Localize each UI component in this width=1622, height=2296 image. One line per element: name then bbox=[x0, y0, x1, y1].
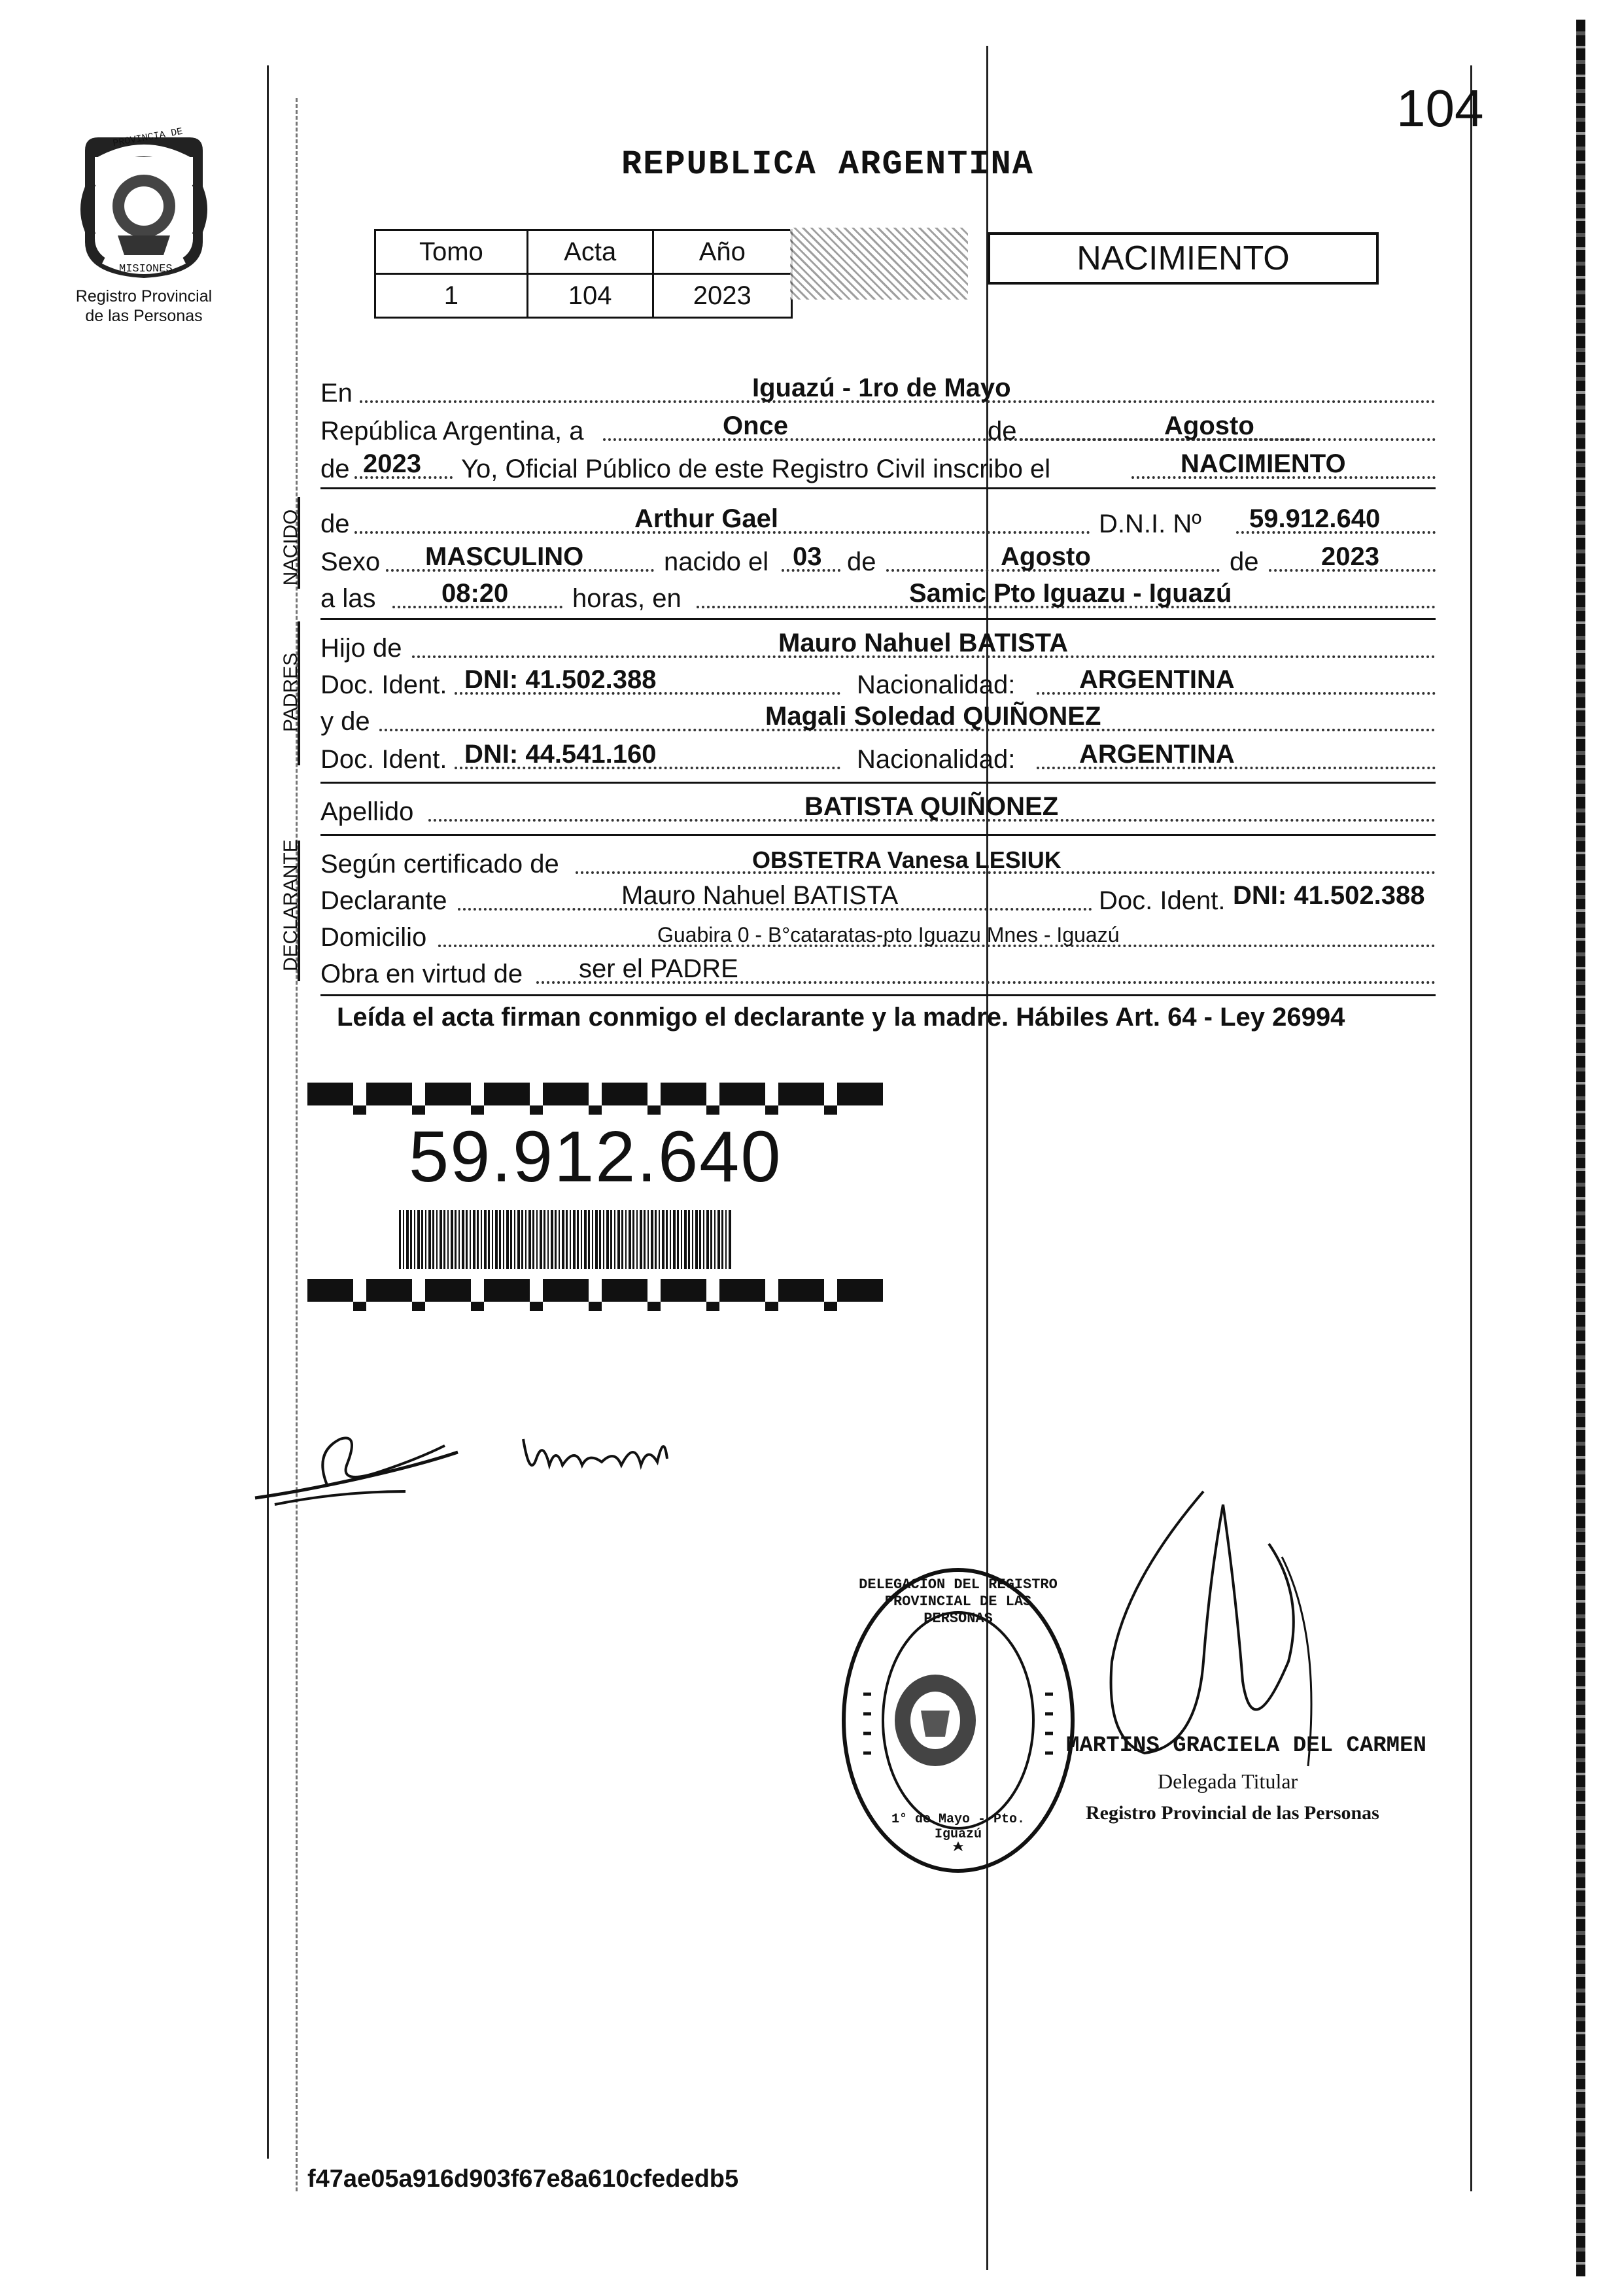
de-label: de bbox=[988, 417, 1017, 445]
a-las-label: a las bbox=[320, 584, 376, 613]
declarante-name-value: Mauro Nahuel BATISTA bbox=[621, 881, 899, 910]
y-de-label: y de bbox=[320, 707, 370, 736]
declarante-label: DECLARANTE bbox=[280, 839, 302, 971]
stamp-inner-text: 1° de Mayo - Pto. Iguazú bbox=[891, 1812, 1026, 1842]
name-value: Arthur Gael bbox=[634, 504, 779, 533]
security-seal bbox=[790, 228, 968, 300]
official-name: MARTINS GRACIELA DEL CARMEN bbox=[1066, 1733, 1426, 1758]
mother-doc-value: DNI: 44.541.160 bbox=[464, 740, 657, 769]
row-time bbox=[320, 578, 1436, 615]
nacido-de-label: de bbox=[320, 510, 350, 538]
de-label-b: de bbox=[1230, 548, 1259, 576]
document-hash: f47ae05a916d903f67e8a610cfededb5 bbox=[307, 2165, 739, 2193]
mother-value: Magali Soledad QUIÑONEZ bbox=[765, 702, 1101, 731]
acta-header: Acta bbox=[527, 230, 653, 274]
en-label: En bbox=[320, 379, 353, 408]
father-doc-value: DNI: 41.502.388 bbox=[464, 665, 657, 694]
de2-label: de bbox=[320, 455, 350, 483]
yo-label: Yo, Oficial Público de este Registro Civil inscribo el bbox=[461, 455, 1051, 483]
declarante-name-label: Declarante bbox=[320, 886, 447, 915]
birth-month: Agosto bbox=[1001, 542, 1091, 571]
rule-3 bbox=[320, 782, 1436, 784]
sexo-value: MASCULINO bbox=[425, 542, 584, 571]
logo-caption bbox=[39, 287, 249, 326]
domicilio-label: Domicilio bbox=[320, 923, 427, 952]
rule-5 bbox=[320, 994, 1436, 996]
row-apellido bbox=[320, 791, 1436, 828]
hijo-label: Hijo de bbox=[320, 634, 402, 663]
mother-signature bbox=[517, 1419, 687, 1491]
de-label-a: de bbox=[847, 548, 876, 576]
logo-caption-line1: Registro Provincial bbox=[75, 287, 213, 305]
domicilio-value: Guabira 0 - B°cataratas-pto Iguazu Mnes - Iguazú bbox=[657, 923, 1120, 947]
right-margin-line bbox=[1470, 65, 1472, 2191]
row-sexo bbox=[320, 542, 1436, 578]
right-scan-edge bbox=[1576, 20, 1585, 2276]
left-margin-line bbox=[267, 65, 269, 2159]
sexo-label: Sexo bbox=[320, 548, 381, 576]
father-nationality: ARGENTINA bbox=[1079, 665, 1235, 694]
en-value: Iguazú - 1ro de Mayo bbox=[752, 374, 1011, 402]
dni-label: D.N.I. Nº bbox=[1099, 510, 1201, 538]
row-father bbox=[320, 628, 1436, 665]
ano-value: 2023 bbox=[653, 274, 791, 318]
row-domicilio bbox=[320, 917, 1436, 954]
province-logo bbox=[72, 124, 216, 281]
logo-caption-line2: de las Personas bbox=[85, 307, 203, 325]
mother-doc-label: Doc. Ident. bbox=[320, 745, 447, 774]
apellido-label: Apellido bbox=[320, 797, 414, 826]
row-mother-doc bbox=[320, 739, 1436, 776]
barcode bbox=[399, 1210, 733, 1269]
time-value: 08:20 bbox=[441, 579, 509, 608]
row-year bbox=[320, 449, 1436, 485]
logo-text-top: PROVINCIA DE bbox=[112, 126, 184, 150]
declarante-doc-value: DNI: 41.502.388 bbox=[1233, 881, 1425, 910]
stamp-ring-text: DELEGACION DEL REGISTRO PROVINCIAL DE LAS PERSONAS bbox=[859, 1576, 1058, 1627]
republica-label: República Argentina, a bbox=[320, 417, 584, 445]
rule-2 bbox=[320, 618, 1436, 620]
barcode-number: 59.912.640 bbox=[409, 1117, 782, 1197]
obra-value: ser el PADRE bbox=[579, 954, 738, 983]
certificado-value: OBSTETRA Vanesa LESIUK bbox=[752, 846, 1061, 873]
birth-day: 03 bbox=[793, 542, 822, 571]
official-stamp bbox=[837, 1563, 1079, 1877]
row-obra bbox=[320, 954, 1436, 990]
horas-label: horas, en bbox=[572, 584, 682, 613]
row-name bbox=[320, 504, 1436, 540]
row-en bbox=[320, 373, 1436, 409]
dni-value: 59.912.640 bbox=[1249, 504, 1381, 533]
left-dash-line bbox=[296, 98, 298, 2191]
father-doc-label: Doc. Ident. bbox=[320, 670, 447, 699]
year-value: 2023 bbox=[363, 449, 421, 478]
nacido-label: NACIDO bbox=[280, 509, 302, 586]
tomo-header: Tomo bbox=[375, 230, 528, 274]
padres-label: PADRES bbox=[280, 652, 302, 732]
page-title: REPUBLICA ARGENTINA bbox=[621, 145, 1034, 184]
mother-nationality: ARGENTINA bbox=[1079, 740, 1235, 769]
official-office: Registro Provincial de las Personas bbox=[1086, 1802, 1379, 1824]
rule-4 bbox=[320, 834, 1436, 836]
closing-text: Leída el acta firman conmigo el declarante y la madre. Hábiles Art. 64 - Ley 26994 bbox=[337, 1003, 1345, 1032]
act-type-box: NACIMIENTO bbox=[988, 232, 1379, 285]
row-father-doc bbox=[320, 665, 1436, 701]
inscribo-value: NACIMIENTO bbox=[1181, 449, 1346, 478]
tomo-acta-ano-table bbox=[374, 229, 793, 319]
page-number: 104 bbox=[1396, 79, 1484, 137]
declarant-signature bbox=[249, 1413, 471, 1518]
mother-nac-label: Nacionalidad: bbox=[857, 745, 1016, 774]
month-value: Agosto bbox=[1164, 411, 1254, 440]
certificado-label: Según certificado de bbox=[320, 850, 559, 878]
row-certificado bbox=[320, 844, 1436, 880]
declarante-doc-label: Doc. Ident. bbox=[1099, 886, 1226, 915]
rule-1 bbox=[320, 487, 1436, 489]
nacido-el-label: nacido el bbox=[664, 548, 769, 576]
birth-year: 2023 bbox=[1321, 542, 1379, 571]
father-nac-label: Nacionalidad: bbox=[857, 670, 1016, 699]
tomo-value: 1 bbox=[375, 274, 528, 318]
row-mother bbox=[320, 701, 1436, 738]
place-value: Samic Pto Iguazu - Iguazú bbox=[909, 579, 1232, 608]
apellido-value: BATISTA QUIÑONEZ bbox=[804, 792, 1059, 821]
official-role: Delegada Titular bbox=[1158, 1769, 1298, 1793]
obra-label: Obra en virtud de bbox=[320, 960, 523, 988]
father-value: Mauro Nahuel BATISTA bbox=[778, 629, 1068, 657]
row-republica bbox=[320, 411, 1436, 447]
day-value: Once bbox=[723, 411, 789, 440]
ano-header: Año bbox=[653, 230, 791, 274]
row-declarante bbox=[320, 880, 1436, 917]
logo-text-bottom: MISIONES bbox=[119, 263, 173, 275]
acta-value: 104 bbox=[527, 274, 653, 318]
